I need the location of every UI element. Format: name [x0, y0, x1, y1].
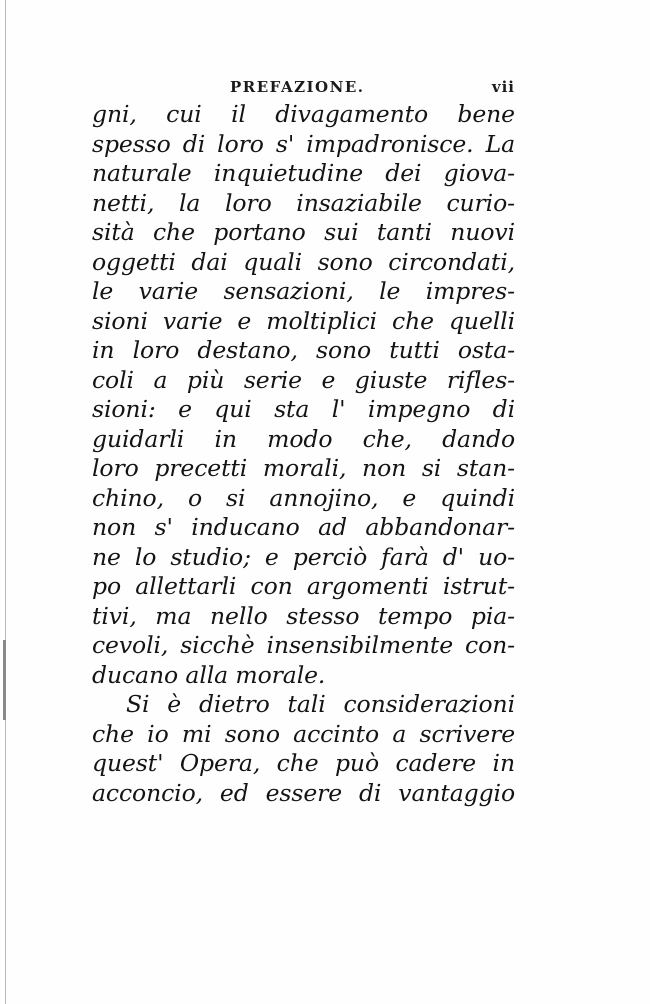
body-text — [92, 100, 515, 808]
text-line-3: naturale inquietudine dei giova- — [92, 159, 515, 187]
text-line-22: che io mi sono accinto a scrivere — [92, 719, 515, 748]
text-line-2: spesso di loro s' impadronisce. La — [92, 129, 515, 158]
text-line-23: quest' Opera, che può cadere in — [92, 749, 515, 777]
text-line-14: chino, o si annojino, e quindi — [92, 483, 515, 512]
text-line-16: ne lo studio; e perciò farà d' uo- — [92, 542, 515, 571]
text-line-17: po allettarli con argomenti istrut- — [92, 572, 515, 600]
text-line-10: coli a più serie e giuste rifles- — [92, 365, 515, 394]
text-line-12: guidarli in modo che, dando — [92, 424, 515, 453]
text-line-24: acconcio, ed essere di vantaggio — [92, 778, 515, 807]
text-line-13: loro precetti morali, non si stan- — [92, 454, 515, 482]
text-line-8: sioni varie e moltiplici che quelli — [92, 306, 515, 335]
text-line-5: sità che portano sui tanti nuovi — [92, 218, 515, 246]
text-line-7: le varie sensazioni, le impres- — [92, 277, 515, 305]
text-line-15: non s' inducano ad abbandonar- — [92, 513, 515, 541]
page-edge-line — [5, 0, 6, 1004]
text-line-11: sioni: e qui sta l' impegno di — [92, 395, 515, 423]
text-line-19: cevoli, sicchè insensibilmente con- — [92, 631, 515, 659]
text-line-20: ducano alla morale. — [92, 660, 326, 689]
running-head — [230, 78, 515, 98]
page-number: vii — [491, 78, 515, 96]
page-edge-mark — [3, 640, 6, 720]
text-line-21: Si è dietro tali considerazioni — [126, 690, 515, 718]
text-line-18: tivi, ma nello stesso tempo pia- — [92, 601, 515, 630]
text-line-1: gni, cui il divagamento bene — [92, 100, 515, 128]
text-line-9: in loro destano, sono tutti osta- — [92, 336, 515, 364]
text-line-6: oggetti dai quali sono circondati, — [92, 247, 515, 276]
running-head-title: PREFAZIONE. — [230, 78, 365, 96]
text-line-4: netti, la loro insaziabile curio- — [92, 188, 515, 217]
